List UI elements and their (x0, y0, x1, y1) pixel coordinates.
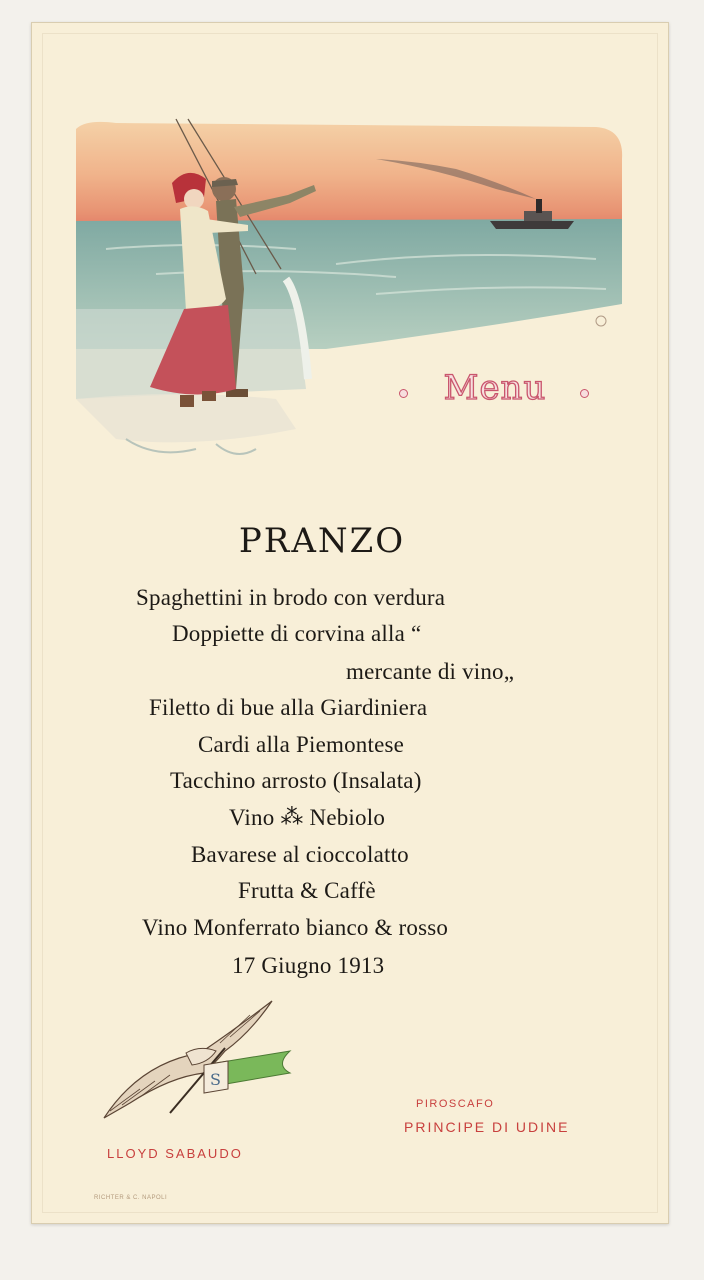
menu-item: Spaghettini in brodo con verdura (136, 585, 446, 610)
menu-item: mercante di vino„ (346, 659, 515, 684)
menu-item: Tacchino arrosto (Insalata) (170, 768, 422, 793)
svg-text:S: S (210, 1070, 221, 1089)
menu-date: 17 Giugno 1913 (232, 953, 385, 978)
ship-label: PIROSCAFO (416, 1098, 495, 1110)
menu-item: Bavarese al cioccolatto (191, 842, 409, 867)
printer-credit: RICHTER & C. NAPOLI (94, 1195, 168, 1201)
menu-item: Vino Monferrato bianco & rosso (142, 915, 449, 940)
menu-item: Filetto di bue alla Giardiniera (149, 695, 428, 720)
menu-item: Frutta & Caffè (238, 878, 376, 903)
seagull-emblem (100, 993, 300, 1123)
menu-title: Menu (443, 368, 547, 408)
menu-item: Cardi alla Piemontese (198, 732, 405, 757)
ship-name: PRINCIPE DI UDINE (404, 1119, 570, 1135)
menu-item: Vino ⁂ Nebiolo (229, 805, 386, 830)
company-name: LLOYD SABAUDO (107, 1146, 243, 1161)
section-title: PRANZO (238, 521, 406, 561)
menu-card (31, 22, 669, 1224)
menu-item: Doppiette di corvina alla “ (172, 621, 422, 646)
